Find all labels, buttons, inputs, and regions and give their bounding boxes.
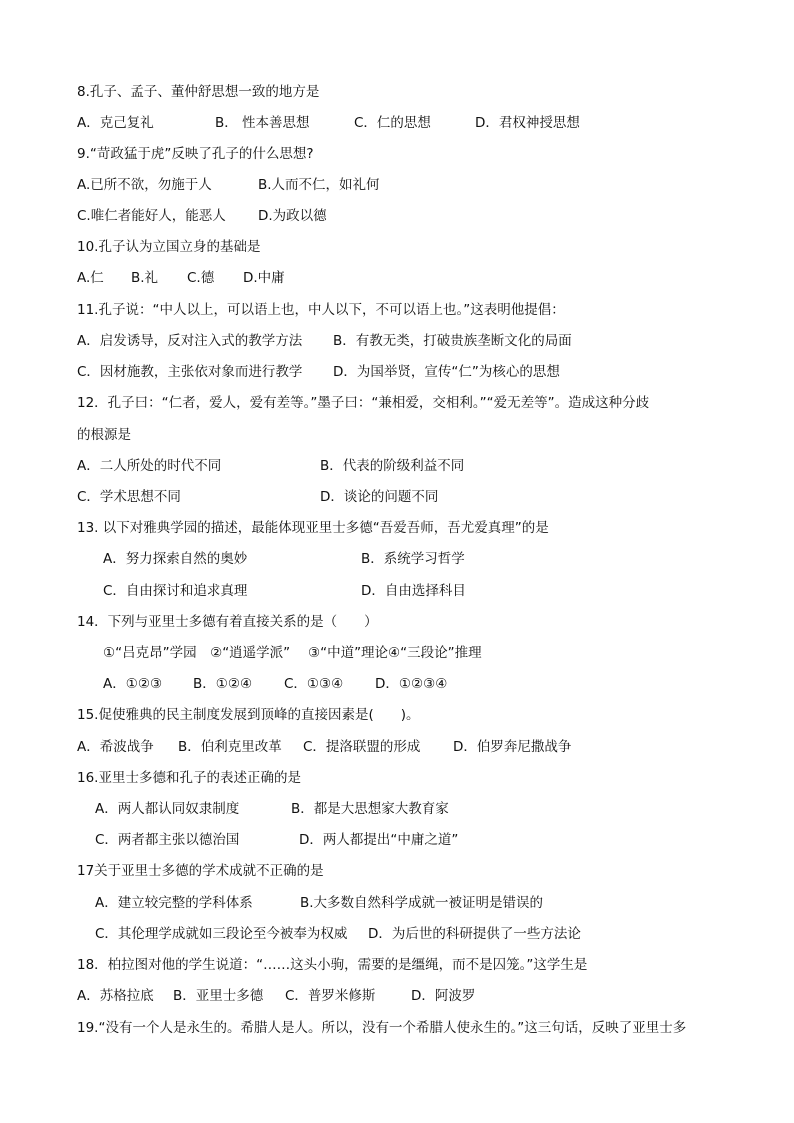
option-a: A．二人所处的时代不同 (77, 458, 222, 474)
option-a: A．希波战争 (77, 739, 154, 755)
option-c: C.唯仁者能好人，能恶人 (77, 208, 226, 224)
option-b: B． 性本善思想 (215, 115, 310, 131)
option-c: C．因材施教，主张依对象而进行教学 (77, 364, 303, 380)
option-c: C．仁的思想 (354, 115, 431, 131)
option-c: C．①③④ (284, 676, 344, 692)
option-b: B．系统学习哲学 (361, 551, 465, 567)
option-d: D.中庸 (243, 270, 285, 286)
option-c: C.德 (187, 270, 215, 286)
question-17-stem: 17关于亚里士多德的学术成就不正确的是 (77, 863, 324, 879)
option-d: D．伯罗奔尼撒战争 (453, 739, 572, 755)
option-a: A.已所不欲，勿施于人 (77, 177, 212, 193)
option-a: A．苏格拉底 (77, 988, 154, 1004)
question-16-stem: 16.亚里士多德和孔子的表述正确的是 (77, 770, 301, 786)
option-b: B.人而不仁，如礼何 (258, 177, 380, 193)
option-b: B．①②④ (193, 676, 253, 692)
option-c: C．其伦理学成就如三段论至今被奉为权威 (95, 926, 348, 942)
option-d: D．为后世的科研提供了一些方法论 (368, 926, 581, 942)
option-c: C．提洛联盟的形成 (303, 739, 421, 755)
question-9-stem: 9.“苛政猛于虎”反映了孔子的什么思想? (77, 146, 314, 162)
option-b: B.礼 (131, 270, 159, 286)
question-12-stem-line2: 的根源是 (77, 427, 131, 443)
option-b: B．亚里士多德 (173, 988, 264, 1004)
option-b: B.大多数自然科学成就一被证明是错误的 (300, 895, 544, 911)
option-c: C．自由探讨和追求真理 (103, 583, 248, 599)
option-a: A．启发诱导，反对注入式的教学方法 (77, 333, 303, 349)
option-d: D．阿波罗 (411, 988, 476, 1004)
option-b: B．有教无类，打破贵族垄断文化的局面 (333, 333, 572, 349)
option-d: D.为政以德 (258, 208, 327, 224)
option-c: C．学术思想不同 (77, 489, 181, 505)
option-a: A．两人都认同奴隶制度 (95, 801, 240, 817)
option-d: D．自由选择科目 (361, 583, 466, 599)
option-a: A．①②③ (103, 676, 163, 692)
option-c: C．两者都主张以德治国 (95, 832, 240, 848)
question-10-stem: 10.孔子认为立国立身的基础是 (77, 239, 261, 255)
question-15-stem: 15.促使雅典的民主制度发展到顶峰的直接因素是( )。 (77, 707, 420, 723)
option-d: D．①②③④ (375, 676, 448, 692)
option-a: A．克己复礼 (77, 115, 154, 131)
option-d: D．谈论的问题不同 (320, 489, 439, 505)
option-b: B．都是大思想家大教育家 (291, 801, 449, 817)
option-d: D．两人都提出“中庸之道” (299, 832, 459, 848)
question-11-stem: 11.孔子说：“中人以上，可以语上也，中人以下，不可以语上也。”这表明他提倡： (77, 302, 565, 318)
option-a: A.仁 (77, 270, 104, 286)
question-8-stem: 8.孔子、孟子、董仲舒思想一致的地方是 (77, 84, 320, 100)
question-19-stem: 19.“没有一个人是永生的。希腊人是人。所以，没有一个希腊人使永生的。”这三句话，反映了亚里士多 (77, 1020, 687, 1036)
option-c: C．普罗米修斯 (285, 988, 376, 1004)
option-d: D．君权神授思想 (475, 115, 580, 131)
question-14-items: ①“吕克昂”学园 ②“逍遥学派” ③“中道”理论④“三段论”推理 (103, 645, 482, 661)
option-a: A．努力探索自然的奥妙 (103, 551, 248, 567)
question-13-stem: 13. 以下对雅典学园的描述，最能体现亚里士多德“吾爱吾师，吾尤爱真理”的是 (77, 520, 549, 536)
question-12-stem-line1: 12．孔子曰：“仁者，爱人，爱有差等。”墨子曰：“兼相爱，交相利。”“爱无差等”。造成这种分歧 (77, 395, 650, 411)
option-b: B．代表的阶级利益不同 (320, 458, 465, 474)
question-14-stem: 14．下列与亚里士多德有着直接关系的是（ ） (77, 614, 378, 630)
question-18-stem: 18．柏拉图对他的学生说道：“……这头小驹，需要的是缰绳，而不是囚笼。”这学生是 (77, 957, 588, 973)
option-a: A．建立较完整的学科体系 (95, 895, 253, 911)
option-b: B．伯利克里改革 (178, 739, 282, 755)
option-d: D．为国举贤，宣传“仁”为核心的思想 (333, 364, 560, 380)
